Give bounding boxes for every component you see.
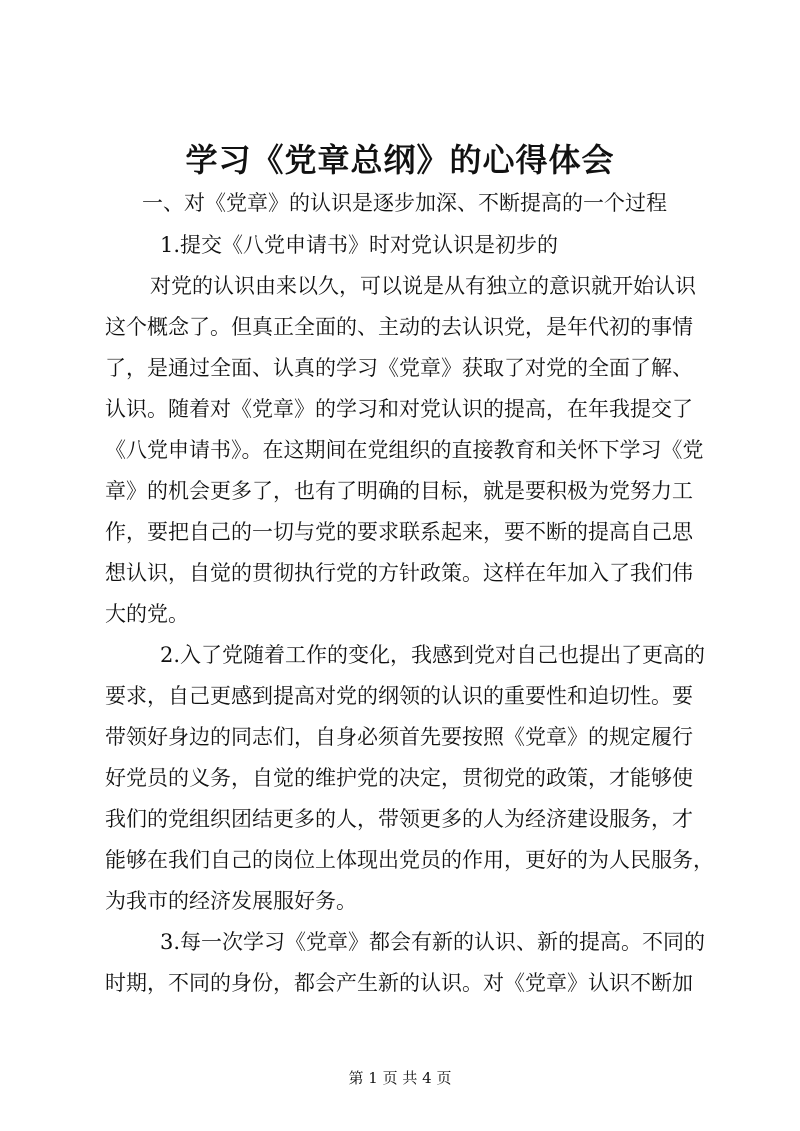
paragraph-line: 为我市的经济发展服好务。	[105, 889, 357, 913]
document-title: 学习《党章总纲》的心得体会	[185, 141, 615, 179]
section-heading: 一、对《党章》的认识是逐步加深、不断提高的一个过程	[142, 191, 667, 215]
paragraph-line: 对党的认识由来以久，可以说是从有独立的意识就开始认识	[150, 274, 696, 298]
paragraph-line: 作，要把自己的一切与党的要求联系起来，要不断的提高自己思	[105, 520, 693, 544]
paragraph-line: 章》的机会更多了，也有了明确的目标，就是要积极为党努力工	[105, 479, 693, 503]
paragraph-line: 时期，不同的身份，都会产生新的认识。对《党章》认识不断加	[105, 971, 693, 995]
paragraph-line: 要求，自己更感到提高对党的纲领的认识的重要性和迫切性。要	[105, 684, 693, 708]
paragraph-line: 想认识，自觉的贯彻执行党的方针政策。这样在年加入了我们伟	[105, 561, 693, 585]
paragraph-line: 了，是通过全面、认真的学习《党章》获取了对党的全面了解、	[105, 356, 693, 380]
paragraph-line: 好党员的义务，自觉的维护党的决定，贯彻党的政策，才能够使	[105, 766, 693, 790]
paragraph-line: 带领好身边的同志们，自身必须首先要按照《党章》的规定履行	[105, 725, 693, 749]
paragraph-line: 这个概念了。但真正全面的、主动的去认识党，是年代初的事情	[105, 315, 693, 339]
subheading-1: 1.提交《八党申请书》时对党认识是初步的	[160, 233, 559, 257]
paragraph-line: 能够在我们自己的岗位上体现出党员的作用，更好的为人民服务，	[105, 848, 714, 872]
page-number-footer: 第 1 页 共 4 页	[348, 1069, 452, 1087]
paragraph-line: 我们的党组织团结更多的人，带领更多的人为经济建设服务，才	[105, 807, 693, 831]
subheading-3: 3.每一次学习《党章》都会有新的认识、新的提高。不同的	[160, 930, 706, 954]
paragraph-line: 大的党。	[105, 602, 189, 626]
subheading-2: 2.入了党随着工作的变化，我感到党对自己也提出了更高的	[160, 643, 706, 667]
paragraph-line: 认识。随着对《党章》的学习和对党认识的提高，在年我提交了	[105, 397, 693, 421]
paragraph-line: 《八党申请书》。在这期间在党组织的直接教育和关怀下学习《党	[105, 438, 704, 462]
